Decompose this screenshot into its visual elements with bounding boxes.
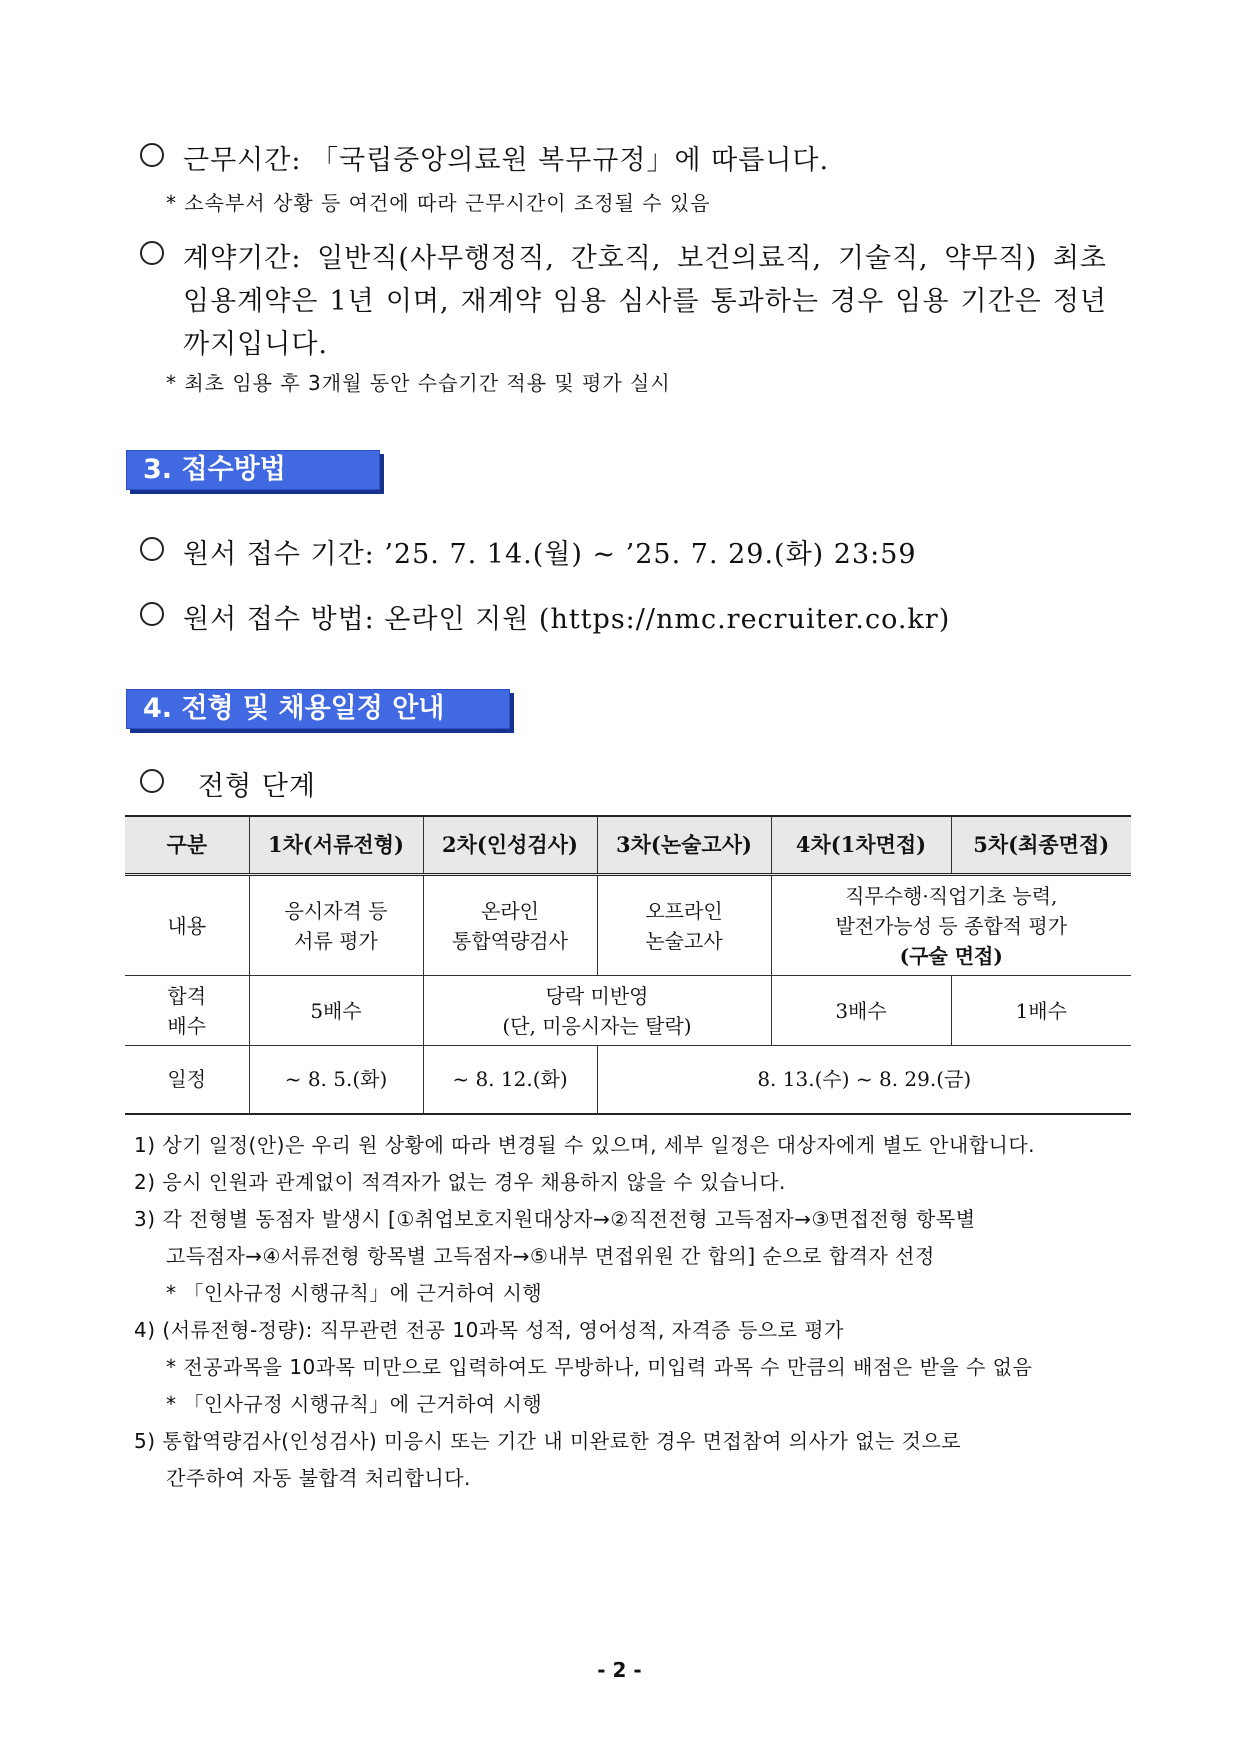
- note-5-line-2: 간주하여 자동 불합격 처리합니다.: [166, 1466, 471, 1490]
- section-3-heading: 3. 접수방법: [126, 450, 380, 490]
- cell-line: 발전가능성 등 종합적 평가: [835, 913, 1068, 938]
- stages-label: 전형 단계: [198, 771, 316, 802]
- table-row-schedule: [125, 1046, 1131, 1114]
- note-5-line-1: 5) 통합역량검사(인성검사) 미응시 또는 기간 내 미완료한 경우 면접참여 의사가 없는 것으로: [134, 1429, 962, 1453]
- bullet-circle-icon: [140, 143, 164, 167]
- note-4-sub-1: * 전공과목을 10과목 미만으로 입력하여도 무방하나, 미입력 과목 수 만큼의 배점은 받을 수 없음: [166, 1355, 1033, 1379]
- header-stage-4: 4차(1차면접): [771, 816, 951, 875]
- contract-line-3: 까지입니다.: [183, 329, 328, 360]
- section-4-heading: 4. 전형 및 채용일정 안내: [126, 689, 510, 729]
- work-hours-text: 근무시간: 「국립중앙의료원 복무규정」에 따릅니다.: [183, 145, 830, 176]
- content-stage-4-5: [771, 875, 1131, 976]
- cell-line: 합격: [167, 983, 207, 1008]
- pass-stage-2-3: [423, 976, 771, 1046]
- application-period: 원서 접수 기간: ’25. 7. 14.(월) ~ ’25. 7. 29.(화) 23:59: [183, 539, 917, 570]
- cell-line: (구술 면접): [899, 943, 1003, 968]
- content-stage-3: [597, 875, 771, 976]
- contract-line-1: 계약기간: 일반직(사무행정직, 간호직, 보건의료직, 기술직, 약무직) 최초: [183, 243, 1107, 274]
- contract-note: * 최초 임용 후 3개월 동안 수습기간 적용 및 평가 실시: [166, 371, 671, 395]
- note-4: 4) (서류전형-정량): 직무관련 전공 10과목 성적, 영어성적, 자격증 등으로 평가: [134, 1318, 844, 1342]
- note-3-sub: * 「인사규정 시행규칙」에 근거하여 시행: [166, 1281, 543, 1305]
- row-label-content: 내용: [125, 875, 249, 976]
- pass-stage-4: 3배수: [771, 976, 951, 1046]
- cell-line: 통합역량검사: [452, 928, 568, 953]
- note-3-line-2: 고득점자→④서류전형 항목별 고득점자→⑤내부 면접위원 간 합의] 순으로 합격자 선정: [166, 1244, 935, 1268]
- table-row-content: [125, 875, 1131, 976]
- cell-line: 직무수행·직업기초 능력,: [845, 883, 1058, 908]
- page-number: - 2 -: [597, 1658, 642, 1682]
- cell-line: 배수: [167, 1013, 207, 1038]
- schedule-stage-1: ~ 8. 5.(화): [249, 1046, 423, 1114]
- selection-schedule-table: [125, 815, 1131, 1115]
- schedule-stage-2: ~ 8. 12.(화): [423, 1046, 597, 1114]
- row-label-schedule: 일정: [125, 1046, 249, 1114]
- header-stage-2: 2차(인성검사): [423, 816, 597, 875]
- table-row-pass-ratio: [125, 976, 1131, 1046]
- cell-line: 서류 평가: [294, 928, 378, 953]
- cell-line: 오프라인: [645, 898, 723, 923]
- application-method: 원서 접수 방법: 온라인 지원 (https://nmc.recruiter.co.kr): [183, 604, 951, 635]
- pass-stage-5: 1배수: [951, 976, 1131, 1046]
- header-category: 구분: [125, 816, 249, 875]
- work-hours-note: * 소속부서 상황 등 여건에 따라 근무시간이 조정될 수 있음: [166, 191, 711, 215]
- bullet-circle-icon: [140, 241, 164, 265]
- bullet-circle-icon: [140, 537, 164, 561]
- cell-line: 응시자격 등: [284, 898, 388, 923]
- note-2: 2) 응시 인원과 관계없이 적격자가 없는 경우 채용하지 않을 수 있습니다.: [134, 1170, 786, 1194]
- cell-line: 온라인: [481, 898, 539, 923]
- note-1: 1) 상기 일정(안)은 우리 원 상황에 따라 변경될 수 있으며, 세부 일정은 대상자에게 별도 안내합니다.: [134, 1133, 1036, 1157]
- header-stage-5: 5차(최종면접): [951, 816, 1131, 875]
- note-3-line-1: 3) 각 전형별 동점자 발생시 [①취업보호지원대상자→②직전전형 고득점자→③면접전형 항목별: [134, 1207, 976, 1231]
- bullet-circle-icon: [140, 602, 164, 626]
- cell-line: 당락 미반영: [545, 983, 649, 1008]
- table-header-row: [125, 816, 1131, 875]
- content-stage-2: [423, 875, 597, 976]
- pass-stage-1: 5배수: [249, 976, 423, 1046]
- note-4-sub-2: * 「인사규정 시행규칙」에 근거하여 시행: [166, 1392, 543, 1416]
- cell-line: 논술고사: [645, 928, 723, 953]
- cell-line: (단, 미응시자는 탈락): [502, 1013, 692, 1038]
- contract-line-2: 임용계약은 1년 이며, 재계약 임용 심사를 통과하는 경우 임용 기간은 정년: [183, 286, 1107, 317]
- bullet-circle-icon: [140, 769, 164, 793]
- header-stage-1: 1차(서류전형): [249, 816, 423, 875]
- schedule-stage-3-5: 8. 13.(수) ~ 8. 29.(금): [597, 1046, 1131, 1114]
- content-stage-1: [249, 875, 423, 976]
- row-label-pass-ratio: [125, 976, 249, 1046]
- header-stage-3: 3차(논술고사): [597, 816, 771, 875]
